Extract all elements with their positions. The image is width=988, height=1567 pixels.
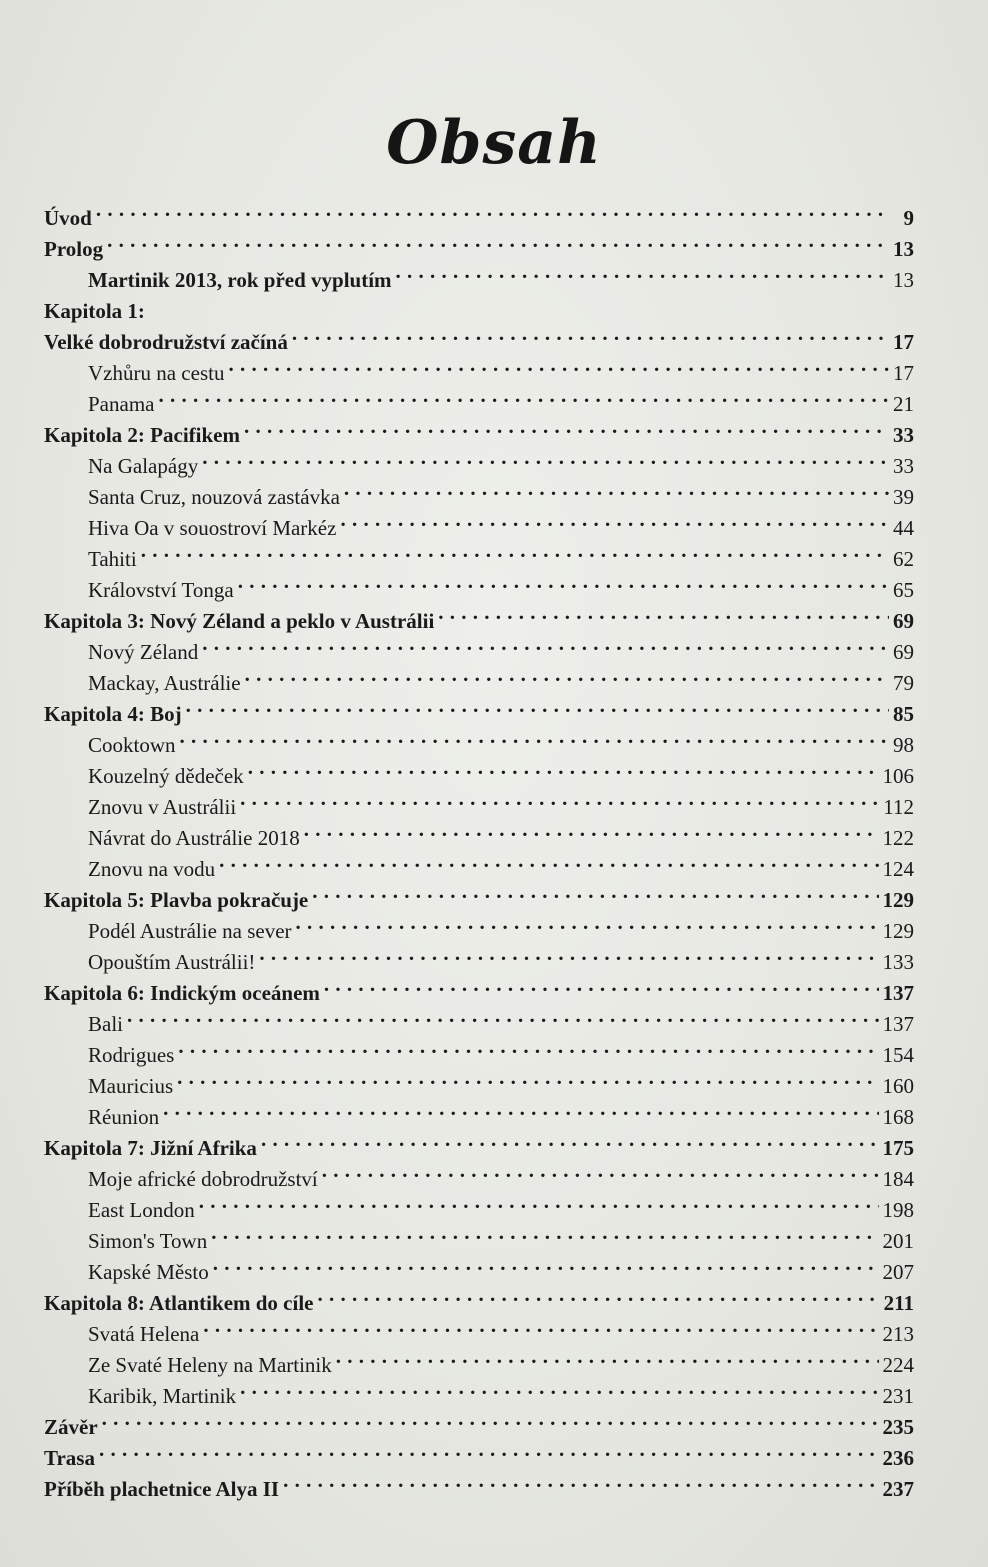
toc-entry-title: Příběh plachetnice Alya II [44, 1477, 280, 1501]
toc-entry-title: Kapské Město [88, 1260, 209, 1284]
dot-leader [203, 1310, 878, 1341]
toc-page-number: 21 [893, 392, 914, 416]
toc-entry [44, 194, 914, 230]
toc-entry [44, 256, 914, 292]
toc-entry-title: Návrat do Austrálie 2018 [88, 826, 300, 850]
toc-entry-title: Opouštím Austrálii! [88, 950, 256, 974]
dot-leader [202, 628, 889, 659]
dot-leader [244, 411, 889, 442]
toc-page-number: 168 [882, 1105, 914, 1129]
toc-entry-title: Mackay, Austrálie [88, 671, 241, 695]
toc-entry [44, 1031, 914, 1067]
toc-page-number: 79 [893, 671, 914, 695]
toc-page-number: 237 [882, 1477, 914, 1501]
toc-entry [44, 1093, 914, 1129]
toc-entry [44, 1000, 914, 1036]
toc-page-number: 98 [893, 733, 914, 757]
toc-page-number: 65 [893, 578, 914, 602]
dot-leader [312, 876, 878, 907]
dot-leader [96, 194, 890, 225]
toc-entry-title: Kapitola 1: [44, 299, 145, 323]
dot-leader [238, 566, 889, 597]
dot-leader [245, 659, 889, 690]
toc-entry-title: Vzhůru na cestu [88, 361, 225, 385]
dot-leader [322, 1155, 879, 1186]
toc-entry-title: Znovu na vodu [88, 857, 216, 881]
toc-entry [44, 1124, 914, 1160]
toc-page-number: 235 [882, 1415, 914, 1439]
toc-page-number: 129 [882, 888, 914, 912]
toc-entry [44, 1434, 914, 1470]
dot-leader [177, 1062, 878, 1093]
toc-entry-title: Santa Cruz, nouzová zastávka [88, 485, 340, 509]
toc-entry-title: Znovu v Austrálii [88, 795, 237, 819]
toc-page-number: 9 [903, 206, 914, 230]
dot-leader [259, 938, 878, 969]
toc-entry [44, 411, 914, 447]
toc-page-number: 69 [893, 640, 914, 664]
dot-leader [344, 473, 889, 504]
toc-entry-title: Úvod [44, 206, 92, 230]
toc-entry [44, 535, 914, 571]
toc-page-number: 211 [883, 1291, 914, 1315]
dot-leader [186, 690, 889, 721]
dot-leader [318, 1279, 880, 1310]
toc-page-number: 129 [882, 919, 914, 943]
toc-entry-title: Cooktown [88, 733, 176, 757]
dot-leader [240, 1372, 878, 1403]
toc-entry-title: Rodrigues [88, 1043, 175, 1067]
toc-page-number: 85 [893, 702, 914, 726]
toc-entry [44, 566, 914, 602]
dot-leader [180, 721, 889, 752]
dot-leader [283, 1465, 878, 1496]
toc-entry-title: Kapitola 2: Pacifikem [44, 423, 240, 447]
toc-entry-title: Hiva Oa v souostroví Markéz [88, 516, 337, 540]
toc-entry-title: Podél Austrálie na sever [88, 919, 292, 943]
toc-entry-title: Karibik, Martinik [88, 1384, 237, 1408]
toc-page-number: 13 [893, 237, 914, 261]
dot-leader [396, 256, 889, 287]
dot-leader [336, 1341, 879, 1372]
toc-page-number: 137 [882, 981, 914, 1005]
dot-leader [248, 752, 879, 783]
dot-leader [199, 1186, 879, 1217]
toc-entry-title: Velké dobrodružství začíná [44, 330, 288, 354]
toc-page-number: 154 [882, 1043, 914, 1067]
toc-entry-title: Závěr [44, 1415, 98, 1439]
dot-leader [163, 1093, 878, 1124]
toc-entry-title: Kapitola 4: Boj [44, 702, 182, 726]
dot-leader [228, 349, 889, 380]
toc-page-number: 236 [882, 1446, 914, 1470]
toc-entry-title: Na Galapágy [88, 454, 199, 478]
toc-page-number: 201 [882, 1229, 914, 1253]
toc-entry [44, 380, 914, 416]
toc-page-number: 137 [882, 1012, 914, 1036]
toc-page-number: 13 [893, 268, 914, 292]
table-of-contents [44, 194, 914, 1501]
toc-page-number: 213 [882, 1322, 914, 1346]
toc-page-number: 198 [882, 1198, 914, 1222]
toc-entry-title: Kouzelný dědeček [88, 764, 244, 788]
dot-leader [324, 969, 879, 1000]
toc-page-number: 184 [882, 1167, 914, 1191]
toc-entry [44, 1062, 914, 1098]
dot-leader [178, 1031, 878, 1062]
toc-entry-title: Nový Zéland [88, 640, 199, 664]
toc-entry [44, 1403, 914, 1439]
toc-entry-title: Království Tonga [88, 578, 234, 602]
toc-entry-title: Kapitola 6: Indickým oceánem [44, 981, 320, 1005]
dot-leader [240, 783, 879, 814]
toc-entry [44, 287, 914, 323]
toc-page-number: 124 [882, 857, 914, 881]
dot-leader [292, 318, 889, 349]
toc-entry-title: Kapitola 3: Nový Zéland a peklo v Austrálii [44, 609, 435, 633]
toc-page-number: 133 [882, 950, 914, 974]
toc-entry-title: Kapitola 8: Atlantikem do cíle [44, 1291, 314, 1315]
toc-page-number: 39 [893, 485, 914, 509]
toc-entry-title: Simon's Town [88, 1229, 208, 1253]
dot-leader [127, 1000, 879, 1031]
toc-page-number: 69 [893, 609, 914, 633]
dot-leader [149, 287, 890, 318]
toc-entry-title: Mauricius [88, 1074, 174, 1098]
toc-entry-title: Ze Svaté Heleny na Martinik [88, 1353, 332, 1377]
toc-entry-title: Réunion [88, 1105, 160, 1129]
toc-entry-title: Martinik 2013, rok před vyplutím [88, 268, 392, 292]
toc-entry-title: Kapitola 5: Plavba pokračuje [44, 888, 309, 912]
dot-leader [438, 597, 889, 628]
toc-entry-title: Prolog [44, 237, 104, 261]
dot-leader [102, 1403, 879, 1434]
toc-entry-title: Panama [88, 392, 155, 416]
toc-page-number: 106 [882, 764, 914, 788]
dot-leader [261, 1124, 879, 1155]
toc-entry-title: Kapitola 7: Jižní Afrika [44, 1136, 257, 1160]
toc-entry [44, 225, 914, 261]
dot-leader [107, 225, 889, 256]
toc-entry-title: Svatá Helena [88, 1322, 200, 1346]
toc-entry-title: Tahiti [88, 547, 137, 571]
dot-leader [213, 1248, 879, 1279]
dot-leader [141, 535, 889, 566]
toc-page-number: 231 [882, 1384, 914, 1408]
toc-page-number: 112 [883, 795, 914, 819]
toc-entry [44, 318, 914, 354]
toc-page-number: 160 [882, 1074, 914, 1098]
page-title: Obsah [386, 108, 602, 178]
toc-page-number: 33 [893, 423, 914, 447]
dot-leader [211, 1217, 878, 1248]
toc-page-number: 207 [882, 1260, 914, 1284]
dot-leader [304, 814, 879, 845]
toc-entry-title: Trasa [44, 1446, 95, 1470]
toc-page-number: 33 [893, 454, 914, 478]
toc-entry-title: Bali [88, 1012, 123, 1036]
toc-page-number: 122 [882, 826, 914, 850]
toc-entry [44, 1465, 914, 1501]
toc-entry-title: Moje africké dobrodružství [88, 1167, 318, 1191]
dot-leader [202, 442, 889, 473]
toc-page-number: 175 [882, 1136, 914, 1160]
toc-entry-title: East London [88, 1198, 195, 1222]
dot-leader [219, 845, 878, 876]
toc-page-number: 17 [893, 330, 914, 354]
dot-leader [296, 907, 879, 938]
dot-leader [158, 380, 889, 411]
toc-page-number: 17 [893, 361, 914, 385]
toc-page-number: 224 [882, 1353, 914, 1377]
dot-leader [340, 504, 889, 535]
toc-page-number: 62 [893, 547, 914, 571]
dot-leader [99, 1434, 879, 1465]
toc-page-number: 44 [893, 516, 914, 540]
